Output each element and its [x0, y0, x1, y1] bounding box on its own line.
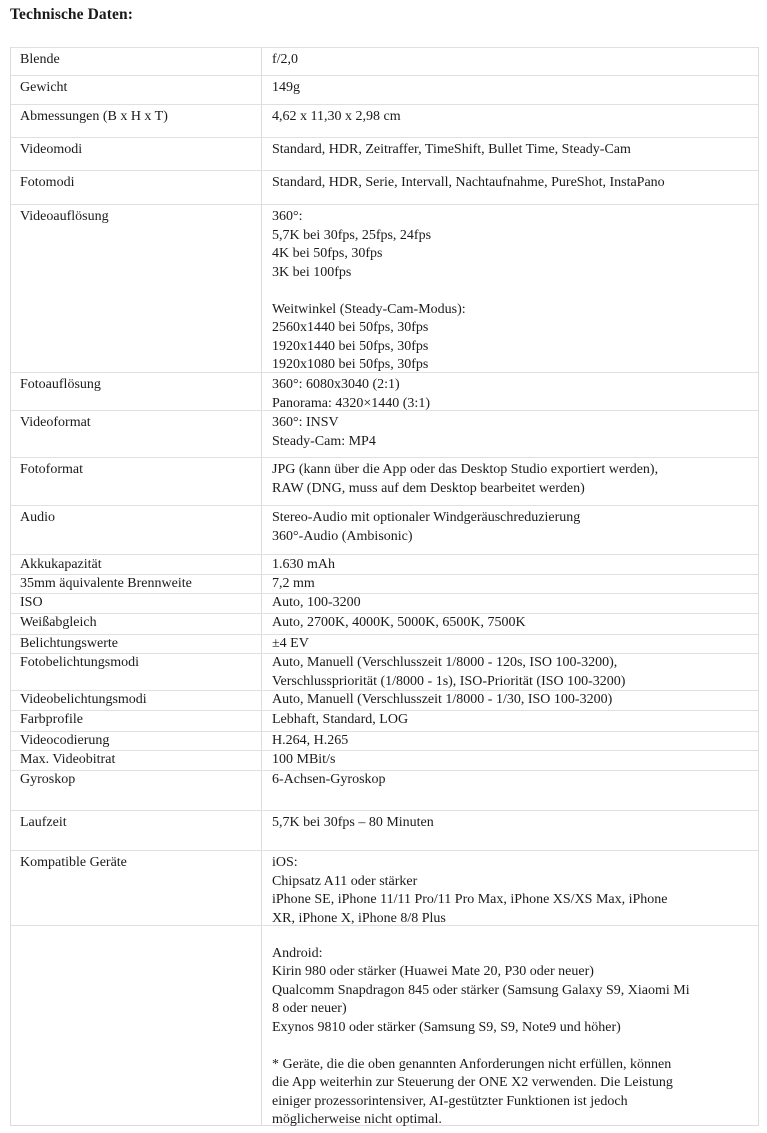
spec-value: 360°: 6080x3040 (2:1) Panorama: 4320×1440 (3:1)	[272, 377, 430, 411]
table-row	[11, 710, 758, 731]
spec-label: Fotoauflösung	[11, 373, 262, 410]
table-row	[11, 47, 758, 75]
table-row	[11, 810, 758, 850]
spec-value: f/2,0	[272, 52, 299, 67]
table-row	[11, 613, 758, 634]
table-row	[11, 410, 758, 457]
spec-value: H.264, H.265	[272, 733, 349, 748]
spec-label: Fotoformat	[11, 458, 262, 505]
table-row	[11, 653, 758, 690]
spec-label: Belichtungswerte	[11, 635, 262, 653]
spec-value: Auto, Manuell (Verschlusszeit 1/8000 - 120s, ISO 100-3200), Verschlusspriorität (1/8000 - 1s), ISO-Priorität (ISO 100-3200)	[272, 655, 626, 689]
spec-label: Farbprofile	[11, 711, 262, 731]
table-row	[11, 170, 758, 204]
spec-label: ISO	[11, 594, 262, 613]
spec-label: Videoauflösung	[11, 205, 262, 372]
spec-value: 149g	[272, 80, 300, 95]
table-row	[11, 731, 758, 750]
spec-label: Fotomodi	[11, 171, 262, 204]
spec-value: Lebhaft, Standard, LOG	[272, 712, 409, 727]
spec-value: Android: Kirin 980 oder stärker (Huawei Mate 20, P30 oder neuer) Qualcomm Snapdragon 845 oder stärker (Samsung Galaxy S9, Xiaomi Mi 8 oder neuer) Exynos 9810 oder stärker (Samsung S9, S9, Note9 und höher) * Geräte, die die oben genannten Anforderungen nicht erfüllen, können die App weiterhin zur Steuerung der ONE X2 verwenden. Die Leistung einiger prozessorintensiver, AI-gestützter Funktionen ist jedoch möglicherweise nicht optimal.	[272, 945, 690, 1127]
spec-value: 5,7K bei 30fps – 80 Minuten	[272, 815, 434, 830]
spec-value: Stereo-Audio mit optionaler Windgeräuschreduzierung 360°-Audio (Ambisonic)	[272, 510, 581, 544]
table-row	[11, 634, 758, 653]
spec-label: Audio	[11, 506, 262, 554]
spec-value: Auto, Manuell (Verschlusszeit 1/8000 - 1/30, ISO 100-3200)	[272, 692, 613, 707]
table-row	[11, 554, 758, 574]
table-row	[11, 457, 758, 505]
table-row	[11, 925, 758, 1125]
spec-value: 4,62 x 11,30 x 2,98 cm	[272, 109, 401, 124]
spec-table	[10, 47, 759, 1126]
spec-label: Abmessungen (B x H x T)	[11, 105, 262, 137]
spec-value: JPG (kann über die App oder das Desktop Studio exportiert werden), RAW (DNG, muss auf dem Desktop bearbeitet werden)	[272, 462, 659, 496]
spec-value: iOS: Chipsatz A11 oder stärker iPhone SE, iPhone 11/11 Pro/11 Pro Max, iPhone XS/XS Max, iPhone XR, iPhone X, iPhone 8/8 Plus	[272, 855, 668, 926]
spec-label: Max. Videobitrat	[11, 751, 262, 770]
spec-label: Gewicht	[11, 76, 262, 104]
spec-label: Weißabgleich	[11, 614, 262, 634]
spec-value: Auto, 2700K, 4000K, 5000K, 6500K, 7500K	[272, 615, 526, 630]
spec-value: 7,2 mm	[272, 576, 315, 591]
spec-label: Videocodierung	[11, 732, 262, 750]
spec-label: Videomodi	[11, 138, 262, 170]
spec-value: 100 MBit/s	[272, 752, 336, 767]
spec-value: Auto, 100-3200	[272, 595, 361, 610]
spec-label: Akkukapazität	[11, 555, 262, 574]
spec-label: Gyroskop	[11, 771, 262, 810]
spec-label: Fotobelichtungsmodi	[11, 654, 262, 690]
spec-label	[11, 926, 262, 1125]
spec-label: Kompatible Geräte	[11, 851, 262, 925]
table-row	[11, 505, 758, 554]
table-row	[11, 104, 758, 137]
table-row	[11, 75, 758, 104]
spec-value: 1.630 mAh	[272, 557, 335, 572]
table-row	[11, 593, 758, 613]
table-row	[11, 574, 758, 593]
page-title: Technische Daten:	[10, 6, 133, 23]
spec-label: Laufzeit	[11, 811, 262, 850]
spec-label: Blende	[11, 48, 262, 75]
spec-label: 35mm äquivalente Brennweite	[11, 575, 262, 593]
spec-label: Videoformat	[11, 411, 262, 457]
table-row	[11, 372, 758, 410]
spec-value: 360°: 5,7K bei 30fps, 25fps, 24fps 4K bei 50fps, 30fps 3K bei 100fps Weitwinkel (Steady-Cam-Modus): 2560x1440 bei 50fps, 30fps 1920x1440 bei 50fps, 30fps 1920x1080 bei 50fps, 30fps	[272, 209, 466, 372]
table-row	[11, 750, 758, 770]
table-row	[11, 770, 758, 810]
table-row	[11, 137, 758, 170]
spec-value: ±4 EV	[272, 636, 309, 651]
spec-label: Videobelichtungsmodi	[11, 691, 262, 710]
table-row	[11, 690, 758, 710]
table-row	[11, 850, 758, 925]
spec-value: Standard, HDR, Zeitraffer, TimeShift, Bullet Time, Steady-Cam	[272, 142, 631, 157]
spec-value: 6-Achsen-Gyroskop	[272, 772, 386, 787]
table-row	[11, 204, 758, 372]
spec-value: Standard, HDR, Serie, Intervall, Nachtaufnahme, PureShot, InstaPano	[272, 175, 665, 190]
spec-value: 360°: INSV Steady-Cam: MP4	[272, 415, 376, 449]
